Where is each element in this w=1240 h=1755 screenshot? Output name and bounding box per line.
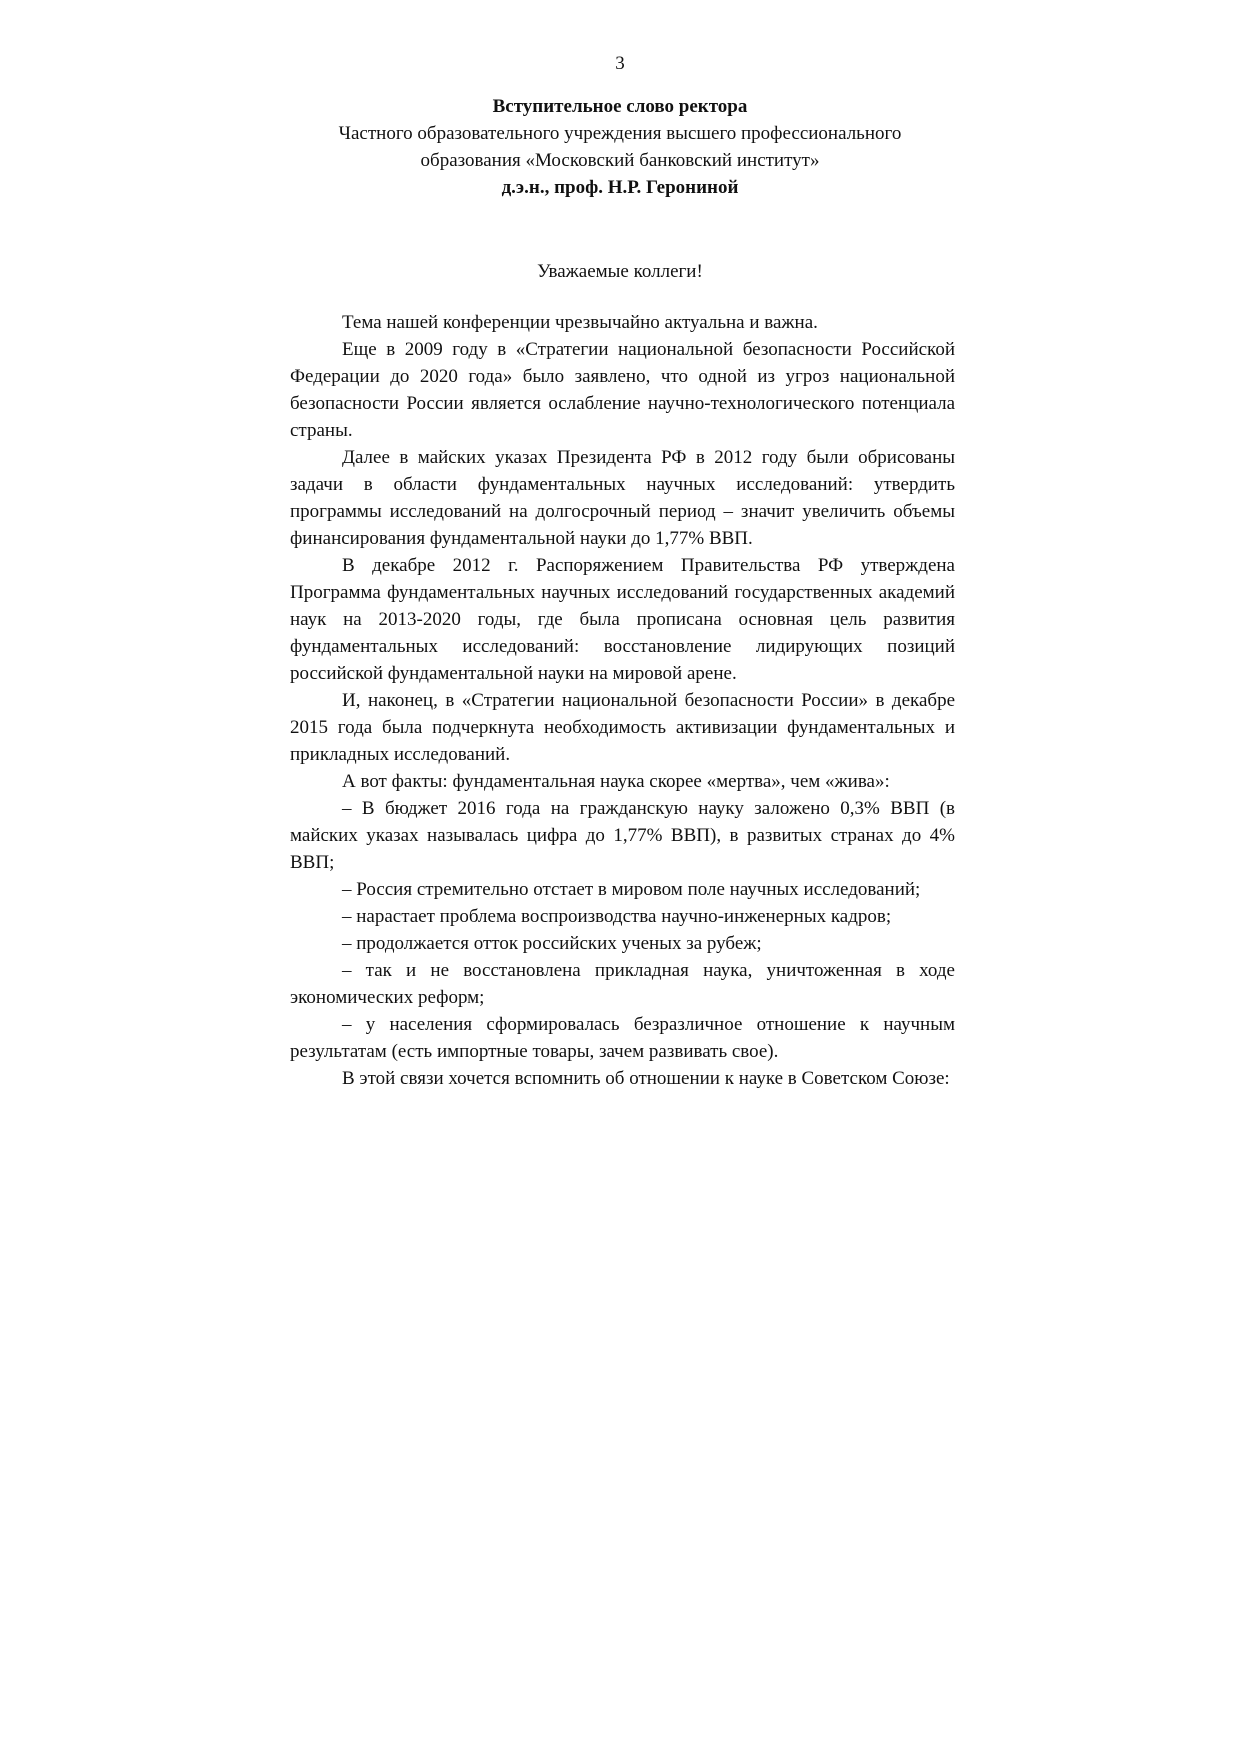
list-item: – продолжается отток российских ученых за рубеж; <box>342 933 762 954</box>
list-item: – так и не восстановлена прикладная наука, уничтоженная в ходе экономических реформ; <box>290 960 955 1008</box>
list-item: – В бюджет 2016 года на гражданскую науку заложено 0,3% ВВП (в майских указах называлась цифра до 1,77% ВВП), в развитых странах до 4% ВВП; <box>290 798 955 873</box>
list-item: – нарастает проблема воспроизводства научно-инженерных кадров; <box>342 906 892 927</box>
header-organization-line-2: образования «Московский банковский институт» <box>420 150 820 171</box>
paragraph: А вот факты: фундаментальная наука скорее «мертва», чем «жива»: <box>342 771 890 792</box>
paragraph: В декабре 2012 г. Распоряжением Правительства РФ утверждена Программа фундаментальных научных исследований государственных академий наук на 2013-2020 годы, где была прописана основная цель развития фундаментальных исследований: восстановление лидирующих позиций российской фундаментальной науки на мировой арене. <box>290 555 955 684</box>
paragraph: Еще в 2009 году в «Стратегии национальной безопасности Российской Федерации до 2020 года» было заявлено, что одной из угроз национальной безопасности России является ослабление научно-технологического потенциала страны. <box>290 339 955 441</box>
greeting: Уважаемые коллеги! <box>537 261 703 282</box>
header-title: Вступительное слово ректора <box>492 96 748 117</box>
header-organization-line-1: Частного образовательного учреждения высшего профессионального <box>338 123 902 144</box>
header-author: д.э.н., проф. Н.Р. Герониной <box>501 177 739 198</box>
paragraph: Далее в майских указах Президента РФ в 2012 году были обрисованы задачи в области фундаментальных научных исследований: утвердить программы исследований на долгосрочный период – значит увеличить объемы финансирования фундаментальной науки до 1,77% ВВП. <box>290 447 955 549</box>
paragraph: В этой связи хочется вспомнить об отношении к науке в Советском Союзе: <box>342 1068 950 1089</box>
list-item: – Россия стремительно отстает в мировом поле научных исследований; <box>342 879 921 900</box>
paragraph: И, наконец, в «Стратегии национальной безопасности России» в декабре 2015 года была подчеркнута необходимость активизации фундаментальных и прикладных исследований. <box>290 690 955 765</box>
page-number: 3 <box>615 53 625 74</box>
document-header <box>200 93 1040 201</box>
list-item: – у населения сформировалась безразличное отношение к научным результатам (есть импортные товары, зачем развивать свое). <box>290 1014 955 1062</box>
paragraph: Тема нашей конференции чрезвычайно актуальна и важна. <box>342 312 818 333</box>
body-text <box>290 309 955 1092</box>
